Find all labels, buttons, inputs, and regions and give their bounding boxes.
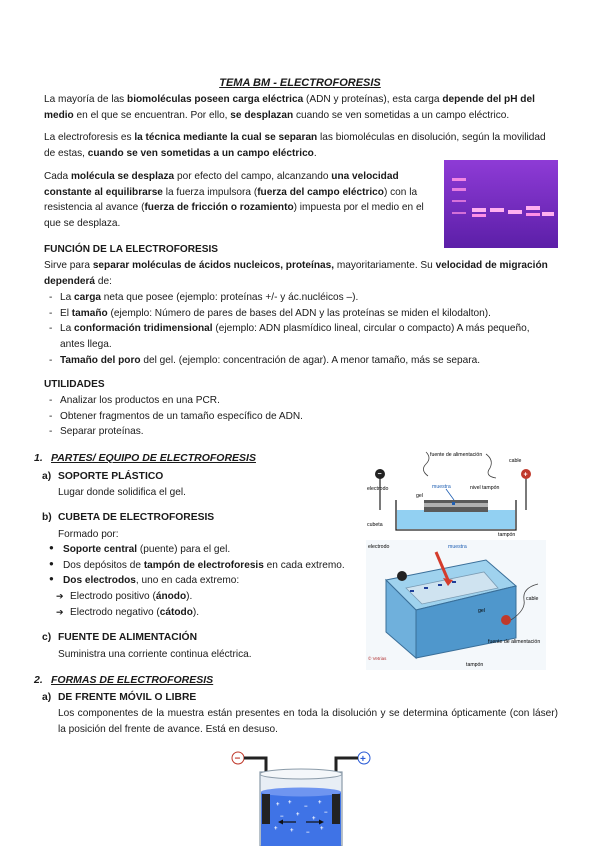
intro-paragraph-3: Cada molécula se desplaza por efecto del campo, alcanzando una velocidad constante al equilibrarse la fuerza impulsora (fuerza del campo eléctrico) con la resistencia al avance (fuerza de fricción o rozamiento) impuesta por el medio en el que se desplaza. — [44, 171, 424, 230]
svg-text:−: − — [324, 810, 328, 816]
diagram-copyright: © Vetrias — [368, 656, 387, 661]
svg-text:−: − — [280, 814, 284, 820]
gel-band — [472, 208, 486, 212]
list-item: ● Dos electrodos, uno en cada extremo: — [48, 573, 345, 589]
label-tampon: tampón — [498, 532, 516, 538]
section-number: 2. — [34, 674, 43, 686]
subsection-1c-heading: c) FUENTE DE ALIMENTACIÓN — [42, 632, 198, 643]
label-muestra-3d: muestra — [448, 544, 467, 550]
list-item: ➔ Electrodo positivo (ánodo). — [56, 589, 199, 605]
gel-band — [490, 208, 504, 212]
svg-text:+: + — [274, 826, 278, 832]
subsection-1c-text: Suministra una corriente continua eléctrica. — [58, 649, 252, 660]
svg-text:+: + — [288, 800, 292, 806]
svg-text:−: − — [377, 471, 382, 478]
list-item: - Analizar los productos en una PCR. — [48, 393, 560, 409]
label-cable-3d: cable — [526, 596, 539, 602]
subsection-2a-text: Los componentes de la muestra están presentes en toda la disolución y se determina ópticamente (con láser) la posición del frente de avance. Está en desuso. — [58, 708, 558, 735]
page-title: TEMA BM - ELECTROFORESIS — [219, 77, 381, 89]
gel-band — [452, 212, 466, 214]
funcion-text: Sirve para separar moléculas de ácidos nucleicos, proteínas, mayoritariamente. Su velocidad de migración dependerá de: — [44, 260, 548, 287]
subsection-2a-heading: a) DE FRENTE MÓVIL O LIBRE — [42, 692, 197, 703]
gel-band — [472, 214, 486, 217]
label-electrodo: electrodo — [367, 486, 389, 492]
list-item: - La carga neta que posee (ejemplo: proteínas +/- y ác.nucléicos –). — [48, 290, 560, 306]
label-fuente-3d: fuente de alimentación — [488, 639, 541, 645]
list-item: - Tamaño del poro del gel. (ejemplo: concentración de agar). A menor tamaño, más se separa. — [48, 353, 560, 369]
subsection-1a-heading: a) SOPORTE PLÁSTICO — [42, 471, 164, 482]
utilidades-list — [48, 393, 560, 440]
gel-band — [452, 188, 466, 191]
svg-text:+: + — [276, 802, 280, 808]
list-item: - Obtener fragmentos de un tamaño específico de ADN. — [48, 409, 560, 425]
label-electrodo-3d: electrodo — [368, 544, 390, 550]
list-item: - Separar proteínas. — [48, 424, 560, 440]
section-number: 1. — [34, 452, 43, 464]
moving-boundary-beaker-figure — [226, 748, 376, 846]
subsection-1b-intro: Formado por: — [58, 529, 119, 540]
section-title: FORMAS DE ELECTROFORESIS — [51, 674, 214, 686]
funcion-list — [48, 290, 560, 369]
svg-text:+: + — [312, 816, 316, 822]
beaker-plus-sign: + — [360, 753, 366, 765]
intro-paragraph-2: La electroforesis es la técnica mediante la cual se separan las biomoléculas en disolución, según la movilidad de estas, cuando se ven sometidas a un campo eléctrico. — [44, 132, 546, 159]
gel-band — [526, 206, 540, 210]
list-item: ● Dos depósitos de tampón de electroforesis en cada extremo. — [48, 558, 345, 574]
svg-text:−: − — [304, 804, 308, 810]
gel-photo-bg — [444, 160, 558, 248]
intro-paragraph-1: La mayoría de las biomoléculas poseen carga eléctrica (ADN y proteínas), esta carga depende del pH del medio en el que se encuentran. Por ello, se desplazan cuando se ven sometidas a un campo eléctrico. — [44, 94, 535, 121]
svg-text:−: − — [306, 830, 310, 836]
electrophoresis-tank-diagram — [366, 540, 546, 670]
label-cubeta: cubeta — [367, 522, 383, 528]
subsection-1b-heading: b) CUBETA DE ELECTROFORESIS — [42, 512, 215, 523]
gel-band — [526, 213, 540, 216]
section-2-heading — [34, 672, 213, 688]
list-item: - El tamaño (ejemplo: Número de pares de bases del ADN y las proteínas se miden el kilodalton). — [48, 306, 560, 322]
section-1-heading — [34, 450, 256, 466]
gel-band — [508, 210, 522, 214]
label-cable: cable — [509, 458, 522, 464]
section-title: PARTES/ EQUIPO DE ELECTROFORESIS — [51, 452, 256, 464]
list-item: ● Soporte central (puente) para el gel. — [48, 542, 345, 558]
list-item: ➔ Electrodo negativo (cátodo). — [56, 605, 199, 621]
label-muestra: muestra — [432, 484, 451, 490]
gel-photo — [444, 160, 558, 248]
svg-text:+: + — [523, 471, 528, 479]
electrodos-list — [56, 589, 199, 620]
cubeta-bullets — [48, 542, 345, 589]
svg-text:+: + — [296, 812, 300, 818]
svg-text:+: + — [318, 800, 322, 806]
utilidades-heading: UTILIDADES — [44, 379, 105, 390]
label-fuente: fuente de alimentación — [430, 452, 483, 458]
label-gel: gel — [416, 493, 423, 499]
label-tampon-3d: tampón — [466, 662, 484, 668]
svg-text:+: + — [320, 826, 324, 832]
electrophoresis-cross-section-diagram — [366, 448, 546, 538]
label-gel-3d: gel — [478, 608, 485, 614]
funcion-heading: FUNCIÓN DE LA ELECTROFORESIS — [44, 244, 219, 255]
beaker-minus-sign: − — [234, 753, 241, 765]
list-item: - La conformación tridimensional (ejemplo: ADN plasmídico lineal, circular o compacto) A más pequeño, antes llega. — [48, 321, 560, 352]
svg-text:+: + — [290, 828, 294, 834]
gel-band — [452, 178, 466, 181]
gel-band — [542, 212, 554, 216]
gel-band — [452, 200, 466, 202]
label-nivel: nivel tampón — [470, 485, 500, 491]
subsection-1a-text: Lugar donde solidifica el gel. — [58, 487, 186, 498]
